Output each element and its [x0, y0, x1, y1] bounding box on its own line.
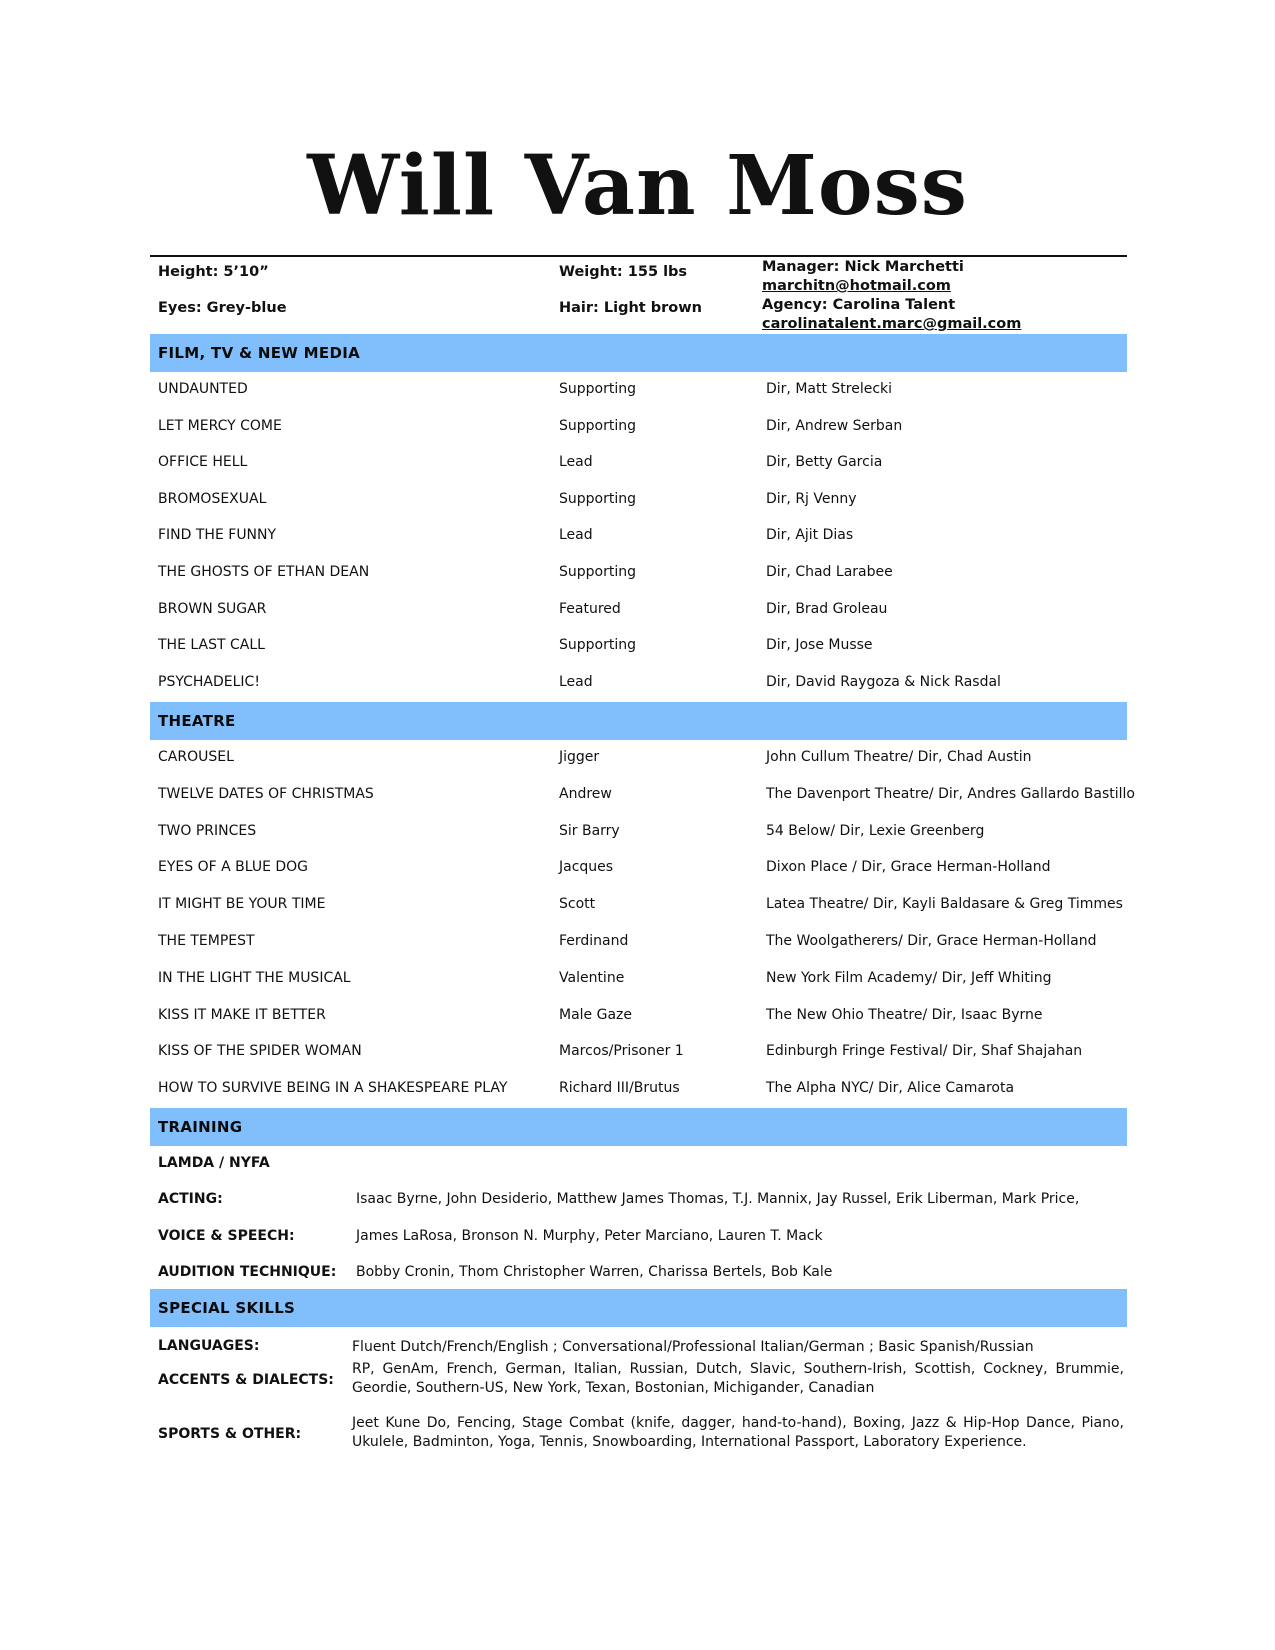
skills-value: RP, GenAm, French, German, Italian, Russian, Dutch, Slavic, Southern-Irish, Scottish, Cockney, Brummie, Geordie, Southern-US, New York, Texan, Bostonian, Michigander, Canadian [352, 1361, 1124, 1396]
credit-director: Dir, Andrew Serban [766, 417, 903, 434]
credit-director: The New Ohio Theatre/ Dir, Isaac Byrne [766, 1006, 1043, 1023]
credit-director: John Cullum Theatre/ Dir, Chad Austin [766, 749, 1032, 765]
credit-role: Lead [559, 454, 593, 471]
credit-row [0, 1080, 1275, 1100]
training-label: ACTING: [158, 1191, 223, 1207]
credit-title: EYES OF A BLUE DOG [158, 859, 309, 876]
credit-director: Dir, Rj Venny [766, 490, 857, 507]
section-header-theatre [150, 702, 1127, 740]
credit-director: Dir, Matt Strelecki [766, 381, 893, 397]
contact-block [762, 258, 1021, 334]
credit-role: Jigger [559, 749, 600, 765]
manager-name: Manager: Nick Marchetti [762, 259, 964, 275]
credit-row [0, 601, 1275, 621]
credit-row [0, 970, 1275, 990]
actor-name: Will Van Moss [307, 138, 968, 234]
skills-value: Jeet Kune Do, Fencing, Stage Combat (knife, dagger, hand-to-hand), Boxing, Jazz & Hip-Hop Dance, Piano, Ukulele, Badminton, Yoga, Tennis, Snowboarding, International Passport, Laboratory Experience. [352, 1415, 1124, 1450]
credit-title: OFFICE HELL [158, 454, 248, 471]
credit-role: Supporting [559, 637, 636, 654]
credit-director: The Alpha NYC/ Dir, Alice Camarota [766, 1080, 1015, 1097]
skills-label: LANGUAGES: [158, 1338, 260, 1354]
section-title: TRAINING [158, 1118, 243, 1136]
credit-director: Dir, Ajit Dias [766, 527, 854, 544]
credit-row [0, 527, 1275, 547]
training-teachers: James LaRosa, Bronson N. Murphy, Peter Marciano, Lauren T. Mack [356, 1227, 823, 1244]
credit-title: CAROUSEL [158, 749, 234, 765]
credit-title: PSYCHADELIC! [158, 673, 260, 690]
credit-role: Supporting [559, 490, 636, 507]
skills-value: Fluent Dutch/French/English ; Conversational/Professional Italian/German ; Basic Spanish/Russian [352, 1339, 1034, 1355]
credit-title: TWO PRINCES [158, 822, 257, 839]
credit-director: 54 Below/ Dir, Lexie Greenberg [766, 822, 985, 839]
credit-role: Richard III/Brutus [559, 1080, 680, 1097]
credit-title: LET MERCY COME [158, 417, 282, 434]
credit-role: Andrew [559, 785, 612, 802]
eyes-stat: Eyes: Grey-blue [158, 300, 287, 316]
credit-title: IN THE LIGHT THE MUSICAL [158, 969, 351, 986]
credit-role: Marcos/Prisoner 1 [559, 1043, 684, 1060]
credit-role: Supporting [559, 381, 636, 397]
credit-row [0, 454, 1275, 474]
credit-row [0, 564, 1275, 584]
agency-email-link[interactable]: carolinatalent.marc@gmail.com [762, 316, 1022, 332]
credit-director: Dir, Brad Groleau [766, 600, 888, 617]
credit-row [0, 491, 1275, 511]
credit-role: Jacques [559, 859, 614, 876]
credit-director: Dixon Place / Dir, Grace Herman-Holland [766, 859, 1051, 876]
weight-stat: Weight: 155 lbs [559, 264, 688, 280]
section-title: FILM, TV & NEW MEDIA [158, 344, 360, 362]
credit-title: FIND THE FUNNY [158, 527, 277, 544]
credit-row [0, 674, 1275, 694]
credit-title: KISS IT MAKE IT BETTER [158, 1006, 326, 1023]
credit-title: IT MIGHT BE YOUR TIME [158, 896, 326, 913]
credit-title: THE TEMPEST [158, 933, 255, 949]
agency-name: Agency: Carolina Talent [762, 297, 956, 313]
credit-role: Supporting [559, 564, 636, 580]
credit-title: BROMOSEXUAL [158, 490, 267, 507]
credit-title: KISS OF THE SPIDER WOMAN [158, 1043, 362, 1060]
credit-title: BROWN SUGAR [158, 600, 267, 617]
credit-row [0, 749, 1275, 769]
credit-title: UNDAUNTED [158, 381, 248, 397]
credit-director: New York Film Academy/ Dir, Jeff Whiting [766, 969, 1052, 986]
training-teachers: Bobby Cronin, Thom Christopher Warren, Charissa Bertels, Bob Kale [356, 1264, 833, 1280]
training-label: AUDITION TECHNIQUE: [158, 1264, 337, 1280]
credit-role: Lead [559, 527, 593, 544]
credit-row [0, 896, 1275, 916]
credit-title: HOW TO SURVIVE BEING IN A SHAKESPEARE PLAY [158, 1080, 508, 1097]
credit-role: Valentine [559, 969, 625, 986]
credit-director: Edinburgh Fringe Festival/ Dir, Shaf Shajahan [766, 1043, 1083, 1060]
credit-row [0, 1007, 1275, 1027]
credit-row [0, 637, 1275, 657]
section-header-skills [150, 1289, 1127, 1327]
section-title: SPECIAL SKILLS [158, 1299, 296, 1317]
manager-email-link[interactable]: marchitn@hotmail.com [762, 278, 951, 294]
credit-title: TWELVE DATES OF CHRISTMAS [158, 785, 374, 802]
credit-role: Scott [559, 896, 596, 913]
skills-label: SPORTS & OTHER: [158, 1426, 302, 1442]
training-school: LAMDA / NYFA [158, 1155, 270, 1171]
credit-row [0, 1043, 1275, 1063]
credit-director: The Davenport Theatre/ Dir, Andres Gallardo Bastillo [766, 785, 1135, 802]
training-label: VOICE & SPEECH: [158, 1227, 295, 1244]
credit-title: THE LAST CALL [158, 637, 265, 654]
section-header-film [150, 334, 1127, 372]
hair-stat: Hair: Light brown [559, 300, 702, 316]
credit-director: Dir, Betty Garcia [766, 454, 883, 471]
credit-role: Male Gaze [559, 1006, 633, 1023]
credit-row [0, 823, 1275, 843]
credit-row [0, 859, 1275, 879]
credit-director: Dir, David Raygoza & Nick Rasdal [766, 673, 1001, 690]
section-header-training [150, 1108, 1127, 1146]
credit-role: Ferdinand [559, 933, 629, 949]
training-teachers: Isaac Byrne, John Desiderio, Matthew James Thomas, T.J. Mannix, Jay Russel, Erik Liberman, Mark Price, [356, 1191, 1080, 1207]
credit-director: Dir, Jose Musse [766, 637, 873, 654]
credit-row [0, 418, 1275, 438]
height-stat: Height: 5’10” [158, 264, 269, 280]
credit-role: Sir Barry [559, 822, 620, 839]
credit-role: Lead [559, 673, 593, 690]
credit-role: Supporting [559, 417, 636, 434]
credit-director: Dir, Chad Larabee [766, 564, 893, 580]
credit-role: Featured [559, 600, 621, 617]
credit-director: Latea Theatre/ Dir, Kayli Baldasare & Greg Timmes [766, 896, 1123, 913]
credit-director: The Woolgatherers/ Dir, Grace Herman-Holland [766, 933, 1097, 949]
credit-title: THE GHOSTS OF ETHAN DEAN [158, 564, 370, 580]
skills-label: ACCENTS & DIALECTS: [158, 1372, 334, 1388]
credit-row [0, 786, 1275, 806]
section-title: THEATRE [158, 712, 236, 730]
header-divider [150, 255, 1127, 257]
credit-row [0, 381, 1275, 401]
credit-row [0, 933, 1275, 953]
